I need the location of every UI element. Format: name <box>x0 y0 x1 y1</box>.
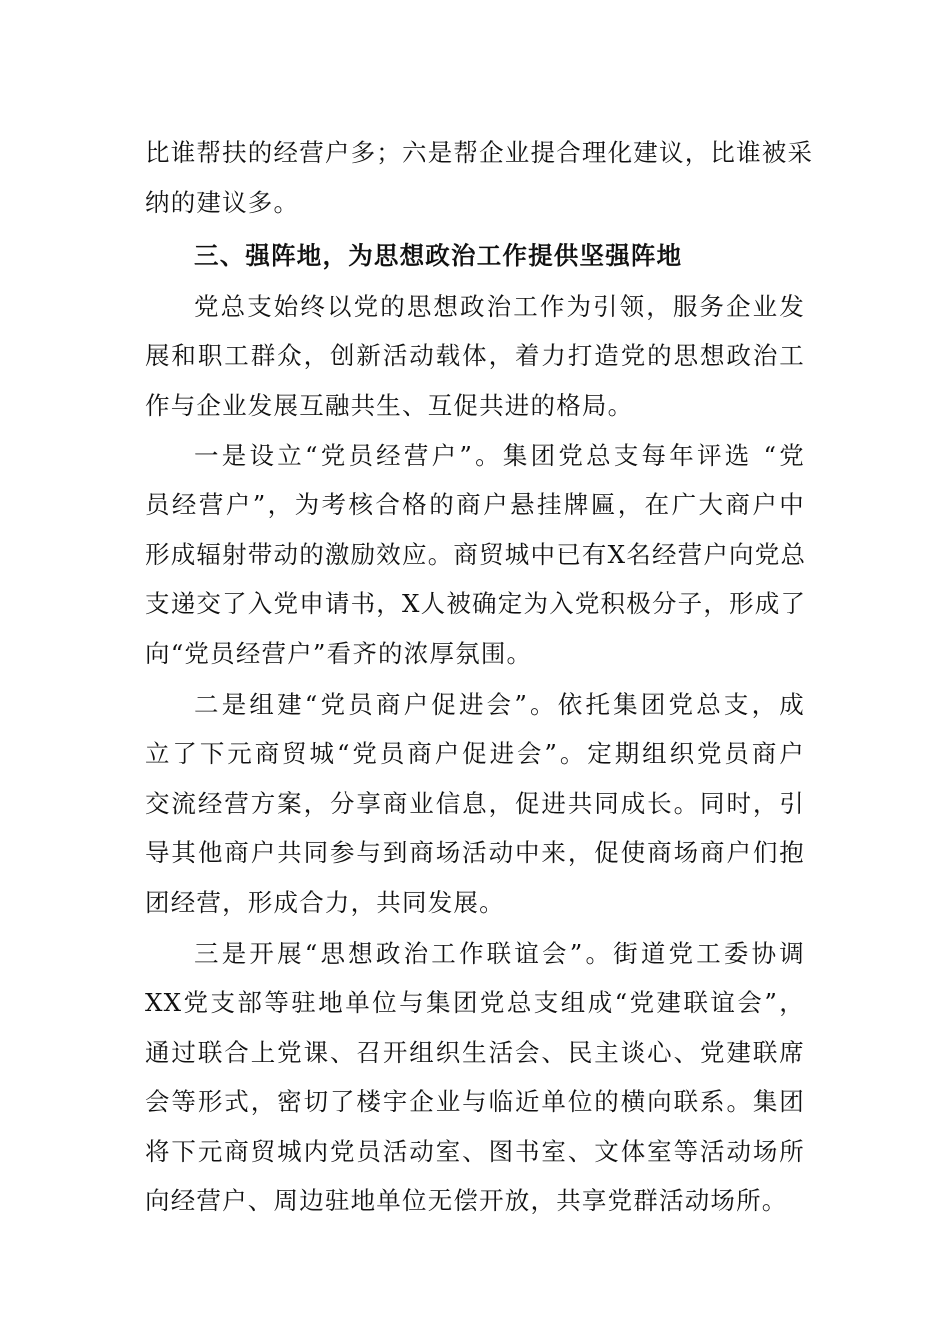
paragraph-fellowship <box>145 929 805 1227</box>
text-line: 三是开展“思想政治工作联谊会”。街道党工委协调 <box>194 938 805 968</box>
text-line: 一是设立“党员经营户”。集团党总支每年评选 “党 <box>194 440 805 470</box>
text-line: 导其他商户共同参与到商场活动中来，促使商场商户们抱 <box>145 838 805 868</box>
text-line: 立了下元商贸城“党员商户促进会”。定期组织党员商户 <box>145 739 805 769</box>
paragraph-continuation <box>145 128 814 227</box>
paragraph-intro <box>145 282 805 431</box>
text-line: 纳的建议多。 <box>145 187 300 217</box>
text-line: 形成辐射带动的激励效应。商贸城中已有X名经营户向党总 <box>145 539 807 569</box>
paragraph-promotion-association <box>145 680 805 928</box>
text-line: 作与企业发展互融共生、互促共进的格局。 <box>145 390 634 420</box>
text-line: 交流经营方案，分享商业信息，促进共同成长。同时，引 <box>145 788 805 818</box>
text-line: 员经营户”，为考核合格的商户悬挂牌匾，在广大商户中 <box>145 490 805 520</box>
text-line: 将下元商贸城内党员活动室、图书室、文体室等活动场所 <box>145 1136 805 1166</box>
text-line: 支递交了入党申请书，X人被确定为入党积极分子，形成了 <box>145 589 807 619</box>
text-line: XX党支部等驻地单位与集团党总支组成“党建联谊会”， <box>145 988 805 1018</box>
text-line: 团经营，形成合力，共同发展。 <box>145 887 505 917</box>
text-line: 二是组建“党员商户促进会”。依托集团党总支，成 <box>194 689 805 719</box>
paragraph-party-member-operator <box>145 431 805 679</box>
text-line: 展和职工群众，创新活动载体，着力打造党的思想政治工 <box>145 341 805 371</box>
text-line: 向经营户、周边驻地单位无偿开放，共享党群活动场所。 <box>145 1186 788 1216</box>
text-line: 党总支始终以党的思想政治工作为引领，服务企业发 <box>194 291 805 321</box>
text-line: 比谁帮扶的经营户多；六是帮企业提合理化建议，比谁被采 <box>145 138 814 167</box>
text-line: 会等形式，密切了楼宇企业与临近单位的横向联系。集团 <box>145 1087 805 1117</box>
document-body <box>145 128 814 1226</box>
section-heading: 三、强阵地，为思想政治工作提供坚强阵地 <box>194 241 683 271</box>
text-line: 通过联合上党课、召开组织生活会、民主谈心、党建联席 <box>145 1037 805 1067</box>
text-line: 向“党员经营户”看齐的浓厚氛围。 <box>145 638 533 668</box>
